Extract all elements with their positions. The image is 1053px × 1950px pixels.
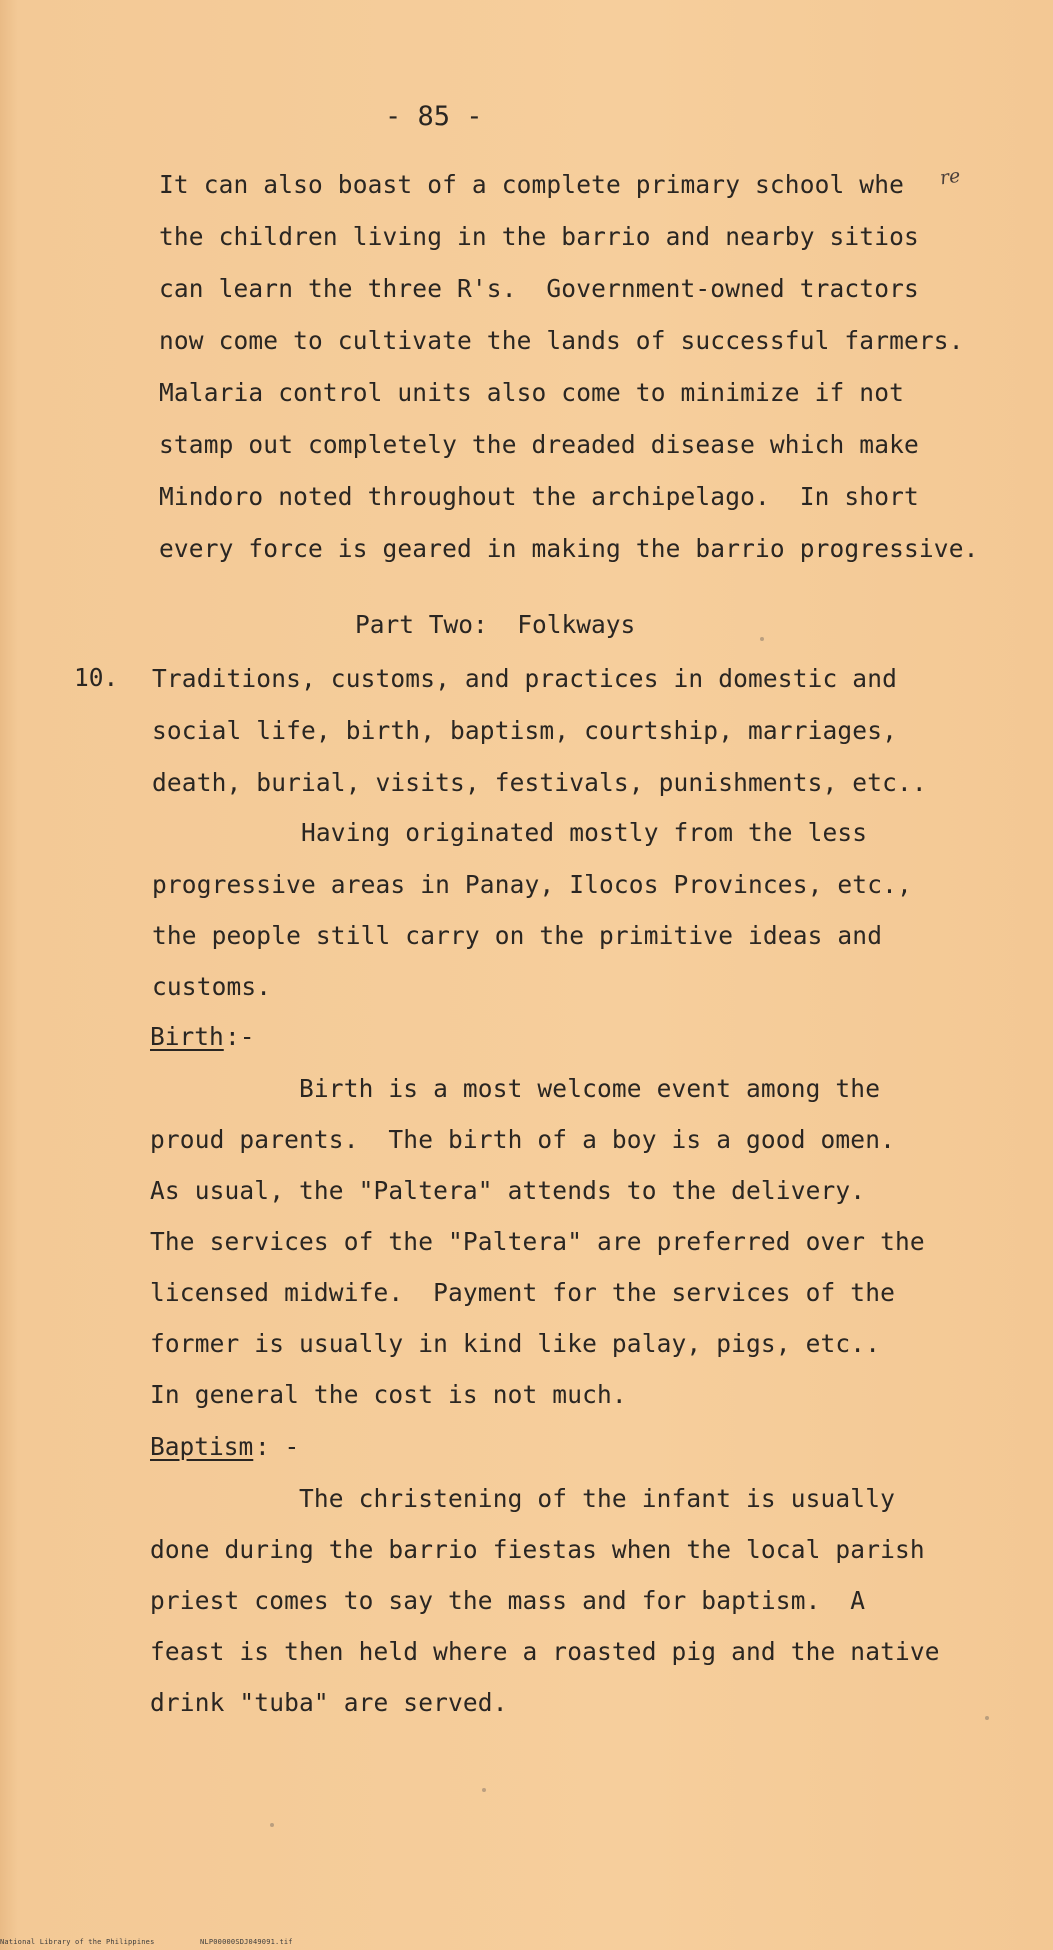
text-line: Having originated mostly from the less — [152, 818, 868, 847]
text-line: priest comes to say the mass and for baptism. A — [150, 1586, 866, 1615]
text-line: proud parents. The birth of a boy is a good omen. — [150, 1125, 896, 1154]
paper-speck — [270, 1823, 274, 1827]
paper-speck — [760, 637, 764, 641]
text-line: In general the cost is not much. — [150, 1380, 627, 1409]
text-line: the people still carry on the primitive ideas and — [152, 921, 883, 950]
text-line: drink "tuba" are served. — [150, 1688, 508, 1717]
text-line: done during the barrio fiestas when the local parish — [150, 1535, 925, 1564]
paper-speck — [482, 1788, 486, 1792]
text-line: stamp out completely the dreaded disease which make — [159, 430, 919, 459]
text-line: Traditions, customs, and practices in domestic and — [152, 664, 898, 693]
page-number: - 85 - — [385, 101, 483, 132]
text-line: feast is then held where a roasted pig and the native — [150, 1637, 940, 1666]
text-line: now come to cultivate the lands of successful farmers. — [159, 326, 964, 355]
birth-heading: Birth — [150, 1022, 224, 1051]
text-line: can learn the three R's. Government-owned tractors — [159, 274, 919, 303]
item-number: 10. — [74, 663, 119, 692]
text-line: It can also boast of a complete primary school whe — [159, 170, 905, 199]
footer-library: National Library of the Philippines — [0, 1938, 155, 1946]
text-line: the children living in the barrio and nearby sitios — [159, 222, 919, 251]
text-line: progressive areas in Panay, Ilocos Provinces, etc., — [152, 870, 912, 899]
text-line: former is usually in kind like palay, pigs, etc.. — [150, 1329, 881, 1358]
handwritten-correction: re — [938, 164, 962, 190]
paper-speck — [985, 1716, 989, 1720]
footer-file: NLP00000SDJ049091.tif — [200, 1938, 293, 1946]
text-line: licensed midwife. Payment for the services of the — [150, 1278, 896, 1307]
text-line: As usual, the "Paltera" attends to the delivery. — [150, 1176, 866, 1205]
text-line: The christening of the infant is usually — [150, 1484, 896, 1513]
section-heading: Part Two: Folkways — [355, 610, 636, 639]
text-line: social life, birth, baptism, courtship, marriages, — [152, 716, 898, 745]
text-line: Malaria control units also come to minimize if not — [159, 378, 905, 407]
text-line: Birth is a most welcome event among the — [150, 1074, 881, 1103]
text-line: death, burial, visits, festivals, punishments, etc.. — [152, 768, 927, 797]
text-line: The services of the "Paltera" are preferred over the — [150, 1227, 925, 1256]
text-line: Mindoro noted throughout the archipelago. In short — [159, 482, 919, 511]
baptism-heading-suffix: : - — [255, 1432, 300, 1461]
birth-heading-suffix: :- — [225, 1022, 255, 1051]
text-line: customs. — [152, 972, 272, 1001]
baptism-heading: Baptism — [150, 1432, 254, 1461]
text-line: every force is geared in making the barrio progressive. — [159, 534, 979, 563]
